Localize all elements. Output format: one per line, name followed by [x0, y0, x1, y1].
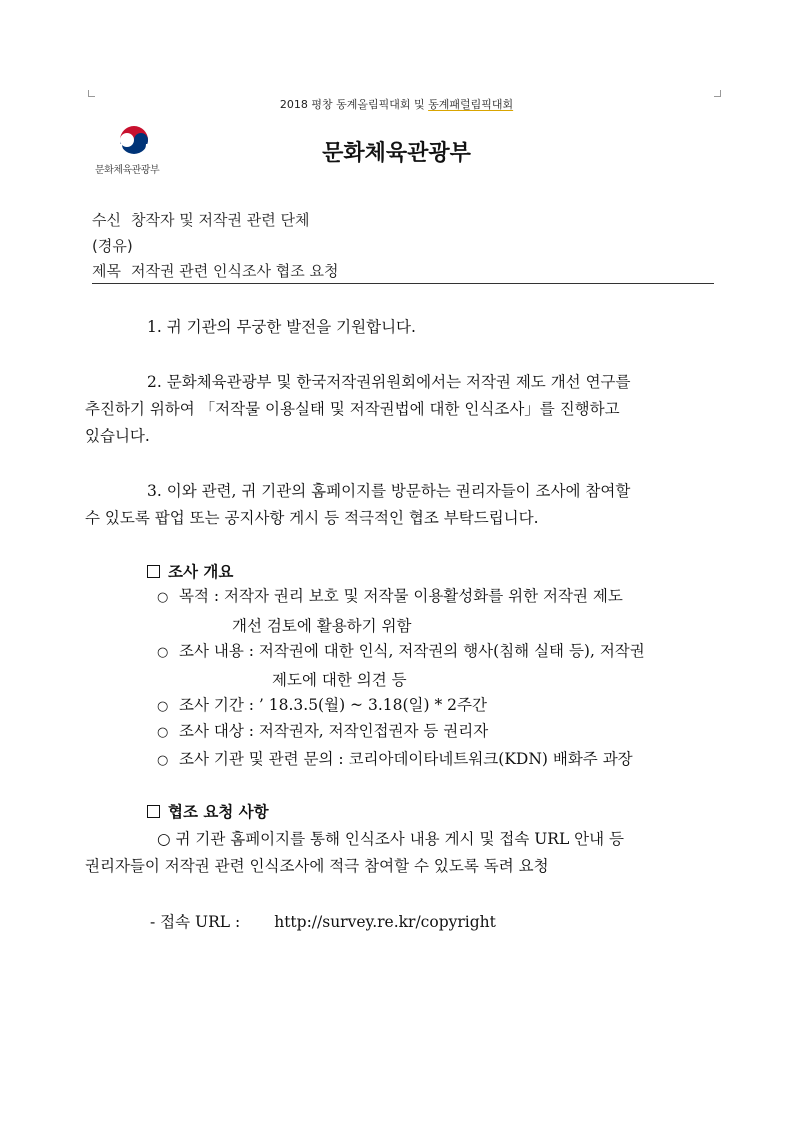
- survey-period-text: 조사 기간 : ’ 18.3.5(월) ~ 3.18(일) * 2주간: [179, 696, 487, 714]
- survey-section-label: 조사 개요: [168, 563, 234, 581]
- document-title: 문화체육관광부: [322, 141, 471, 166]
- survey-content: [157, 638, 717, 666]
- header-divider: [92, 283, 714, 284]
- bullet-icon: ○: [157, 590, 169, 605]
- checkbox-square-icon: [147, 805, 160, 818]
- recipient-key: 수신: [92, 211, 121, 229]
- survey-section-title: [147, 560, 233, 582]
- survey-org: [157, 746, 717, 774]
- paragraph-3-line-2: 수 있도록 팝업 또는 공지사항 게시 등 적극적인 협조 부탁드립니다.: [85, 509, 539, 527]
- paragraph-2-line-1: 2. 문화체육관광부 및 한국저작권위원회에서는 저작권 제도 개선 연구를: [147, 373, 631, 391]
- survey-content-cont: 제도에 대한 의견 등: [272, 671, 407, 689]
- bullet-icon: ○: [157, 699, 169, 714]
- survey-purpose-cont: 개선 검토에 활용하기 위함: [232, 617, 412, 635]
- paragraph-3-line-1: 3. 이와 관련, 귀 기관의 홈페이지를 방문하는 권리자들이 조사에 참여할: [147, 482, 631, 500]
- request-paragraph: [85, 826, 717, 880]
- access-url-link[interactable]: http://survey.re.kr/copyright: [274, 913, 496, 931]
- event-banner-underlined: 동계패럴림픽대회: [428, 98, 514, 111]
- subject-key: 제목: [92, 262, 121, 280]
- survey-purpose: [157, 583, 717, 611]
- bullet-icon: ○: [157, 753, 169, 768]
- paragraph-1: [85, 314, 717, 341]
- paragraph-2: [85, 369, 717, 450]
- survey-purpose-text: 목적 : 저작자 권리 보호 및 저작물 이용활성화를 위한 저작권 제도: [179, 587, 623, 605]
- request-section-title: [147, 800, 269, 822]
- survey-period: [157, 692, 717, 720]
- subject-line: [92, 261, 714, 281]
- via-line: [92, 236, 714, 256]
- recipient-value: 창작자 및 저작권 관련 단체: [130, 211, 310, 229]
- bullet-icon: ○: [157, 645, 169, 660]
- access-url-label: - 접속 URL :: [150, 913, 241, 931]
- recipient-line: [92, 210, 714, 230]
- request-line-1: ○ 귀 기관 홈페이지를 통해 인식조사 내용 게시 및 접속 URL 안내 등: [157, 830, 625, 848]
- request-line-2: 권리자들이 저작권 관련 인식조사에 적극 참여할 수 있도록 독려 요청: [85, 857, 549, 875]
- paragraph-2-line-2: 추진하기 위하여 「저작물 이용실태 및 저작권법에 대한 인식조사」를 진행하고: [85, 400, 620, 418]
- checkbox-square-icon: [147, 565, 160, 578]
- bullet-icon: ○: [157, 725, 169, 740]
- logo-label: 문화체육관광부: [95, 165, 160, 176]
- via-value: (경유): [92, 237, 133, 255]
- survey-org-text: 조사 기관 및 관련 문의 : 코리아데이타네트워크(KDN) 배화주 과장: [179, 750, 633, 768]
- access-url-line: [150, 910, 496, 932]
- paragraph-2-line-3: 있습니다.: [85, 427, 150, 445]
- request-section-label: 협조 요청 사항: [168, 803, 269, 821]
- event-banner-prefix: 2018 평창 동계올림픽대회 및: [279, 98, 429, 111]
- paragraph-3: [85, 478, 717, 532]
- subject-value: 저작권 관련 인식조사 협조 요청: [130, 262, 339, 280]
- event-banner: [0, 96, 793, 112]
- survey-target-text: 조사 대상 : 저작권자, 저작인접권자 등 권리자: [179, 722, 489, 740]
- paragraph-1-line: 1. 귀 기관의 무궁한 발전을 기원합니다.: [147, 318, 416, 336]
- survey-target: [157, 718, 717, 746]
- survey-content-text: 조사 내용 : 저작권에 대한 인식, 저작권의 행사(침해 실태 등), 저작권: [179, 642, 645, 660]
